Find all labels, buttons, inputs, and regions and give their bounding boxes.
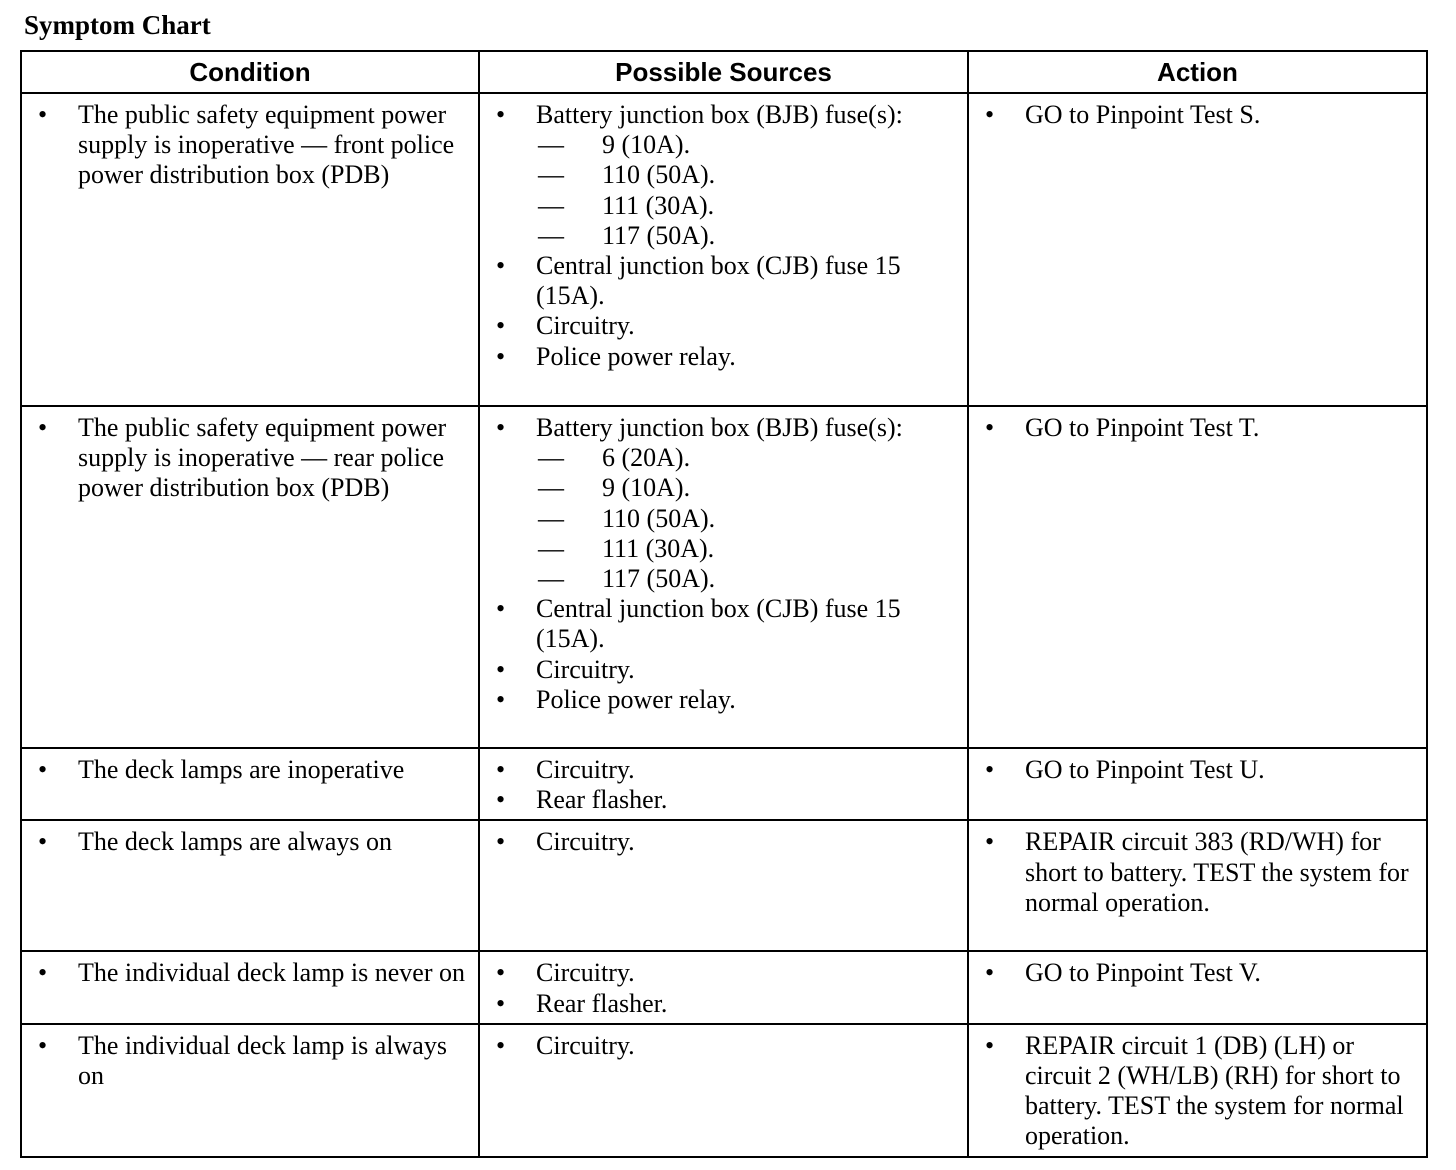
fuse-item: — 117 (50A). (536, 221, 957, 251)
condition-text: • The public safety equipment power supply is inoperative — front police power distribution box (PDB) (34, 100, 468, 191)
condition-text: • The individual deck lamp is never on (34, 958, 468, 988)
source-text: Police power relay. (536, 684, 736, 714)
source-text: Police power relay. (536, 341, 736, 371)
action-cell (968, 1024, 1427, 1157)
header-action: Action (968, 51, 1427, 93)
condition-cell (21, 93, 479, 406)
action-text: • GO to Pinpoint Test T. (981, 413, 1416, 443)
condition-text: • The deck lamps are always on (34, 827, 468, 857)
table-row (21, 406, 1427, 748)
source-item (492, 655, 957, 685)
possible-sources-cell (479, 748, 968, 820)
action-text: • GO to Pinpoint Test V. (981, 958, 1416, 988)
source-text: Battery junction box (BJB) fuse(s): (536, 413, 903, 442)
condition-text: • The individual deck lamp is always on (34, 1031, 468, 1091)
source-text: Circuitry. (536, 1030, 635, 1060)
possible-sources-cell (479, 406, 968, 748)
fuse-item: — 110 (50A). (536, 160, 957, 190)
table-body (21, 93, 1427, 1157)
condition-cell (21, 748, 479, 820)
fuse-item: — 9 (10A). (536, 473, 957, 503)
table-row (21, 748, 1427, 820)
action-cell (968, 406, 1427, 748)
source-text: Rear flasher. (536, 988, 668, 1018)
table-row (21, 1024, 1427, 1157)
condition-text: • The public safety equipment power supply is inoperative — rear police power distribution box (PDB) (34, 413, 468, 504)
source-item (492, 594, 957, 654)
source-item (492, 755, 957, 785)
table-row (21, 93, 1427, 406)
action-cell (968, 951, 1427, 1023)
table-row (21, 951, 1427, 1023)
possible-sources-cell (479, 951, 968, 1023)
source-item (492, 342, 957, 372)
fuse-item: — 111 (30A). (536, 191, 957, 221)
source-item (492, 989, 957, 1019)
source-item (492, 1031, 957, 1061)
action-cell (968, 93, 1427, 406)
action-text: • GO to Pinpoint Test S. (981, 100, 1416, 130)
source-item (492, 251, 957, 311)
header-condition: Condition (21, 51, 479, 93)
condition-cell (21, 820, 479, 951)
possible-sources-cell (479, 820, 968, 951)
table-row (21, 820, 1427, 951)
condition-cell (21, 951, 479, 1023)
source-text: Central junction box (CJB) fuse 15 (15A). (536, 594, 901, 654)
action-text: • REPAIR circuit 383 (RD/WH) for short to battery. TEST the system for normal operation. (981, 827, 1416, 918)
source-item (492, 685, 957, 715)
action-text: • GO to Pinpoint Test U. (981, 755, 1416, 785)
action-text: • REPAIR circuit 1 (DB) (LH) or circuit 2 (WH/LB) (RH) for short to battery. TEST the system for normal operation. (981, 1031, 1416, 1152)
condition-cell (21, 1024, 479, 1157)
page-title: Symptom Chart (24, 10, 211, 40)
condition-cell (21, 406, 479, 748)
possible-sources-cell (479, 1024, 968, 1157)
source-text: Rear flasher. (536, 785, 668, 815)
source-item (492, 785, 957, 815)
source-item (492, 413, 957, 594)
source-item (492, 958, 957, 988)
fuse-item: — 111 (30A). (536, 534, 957, 564)
source-text: Circuitry. (536, 755, 635, 784)
fuse-item: — 117 (50A). (536, 564, 957, 594)
fuse-item: — 9 (10A). (536, 130, 957, 160)
source-text: Circuitry. (536, 311, 635, 341)
source-text: Battery junction box (BJB) fuse(s): (536, 100, 903, 129)
symptom-table (20, 50, 1428, 1158)
action-cell (968, 820, 1427, 951)
table-header-row (21, 51, 1427, 93)
source-item (492, 827, 957, 857)
fuse-item: — 6 (20A). (536, 443, 957, 473)
source-text: Circuitry. (536, 958, 635, 988)
header-possible-sources: Possible Sources (479, 51, 968, 93)
source-text: Circuitry. (536, 827, 635, 857)
source-item (492, 311, 957, 341)
source-item (492, 100, 957, 251)
source-text: Circuitry. (536, 654, 635, 684)
source-text: Central junction box (CJB) fuse 15 (15A). (536, 251, 901, 311)
condition-text: • The deck lamps are inoperative (34, 755, 468, 785)
action-cell (968, 748, 1427, 820)
possible-sources-cell (479, 93, 968, 406)
fuse-item: — 110 (50A). (536, 504, 957, 534)
